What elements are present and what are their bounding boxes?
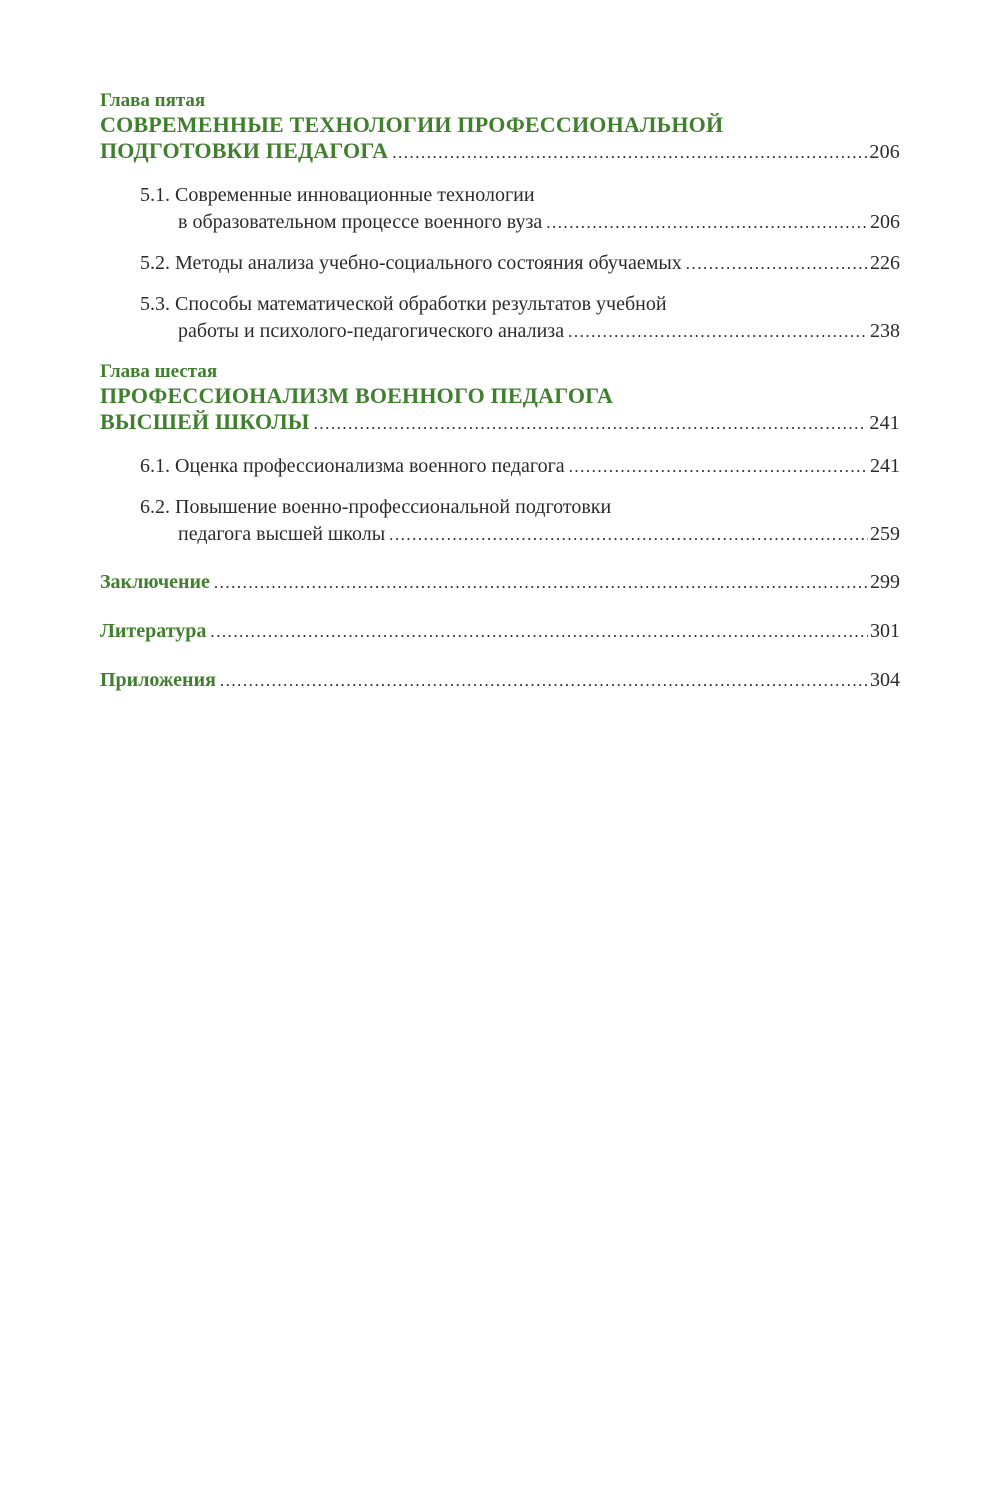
leader-dots bbox=[389, 521, 868, 548]
section-title-line-1: 5.1. Современные инновационные технологии bbox=[140, 184, 535, 206]
toc-section[interactable] bbox=[100, 494, 900, 548]
page-number: 299 bbox=[870, 571, 900, 593]
section-title-line-2: в образовательном процессе военного вуза bbox=[178, 211, 543, 233]
chapter-title-line-1: СОВРЕМЕННЫЕ ТЕХНОЛОГИИ ПРОФЕССИОНАЛЬНОЙ bbox=[100, 112, 724, 137]
section-title-line-1: 6.2. Повышение военно-профессиональной подготовки bbox=[140, 496, 612, 518]
section-title-line-1: 5.3. Способы математической обработки результатов учебной bbox=[140, 293, 667, 315]
toc-section[interactable] bbox=[100, 453, 900, 480]
page-number: 241 bbox=[870, 455, 900, 477]
section-title-line-2: педагога высшей школы bbox=[178, 523, 386, 545]
page-number: 226 bbox=[870, 252, 900, 274]
toc-section[interactable] bbox=[100, 182, 900, 236]
chapter-title-line-2: ПОДГОТОВКИ ПЕДАГОГА bbox=[100, 138, 389, 163]
page-number: 304 bbox=[870, 669, 900, 691]
page-number: 206 bbox=[870, 211, 900, 233]
page-number: 241 bbox=[869, 412, 900, 434]
table-of-contents bbox=[100, 90, 900, 695]
toc-entry-appendices[interactable] bbox=[100, 666, 900, 695]
toc-entry-literature[interactable] bbox=[100, 617, 900, 646]
leader-dots bbox=[546, 209, 868, 236]
chapter-5 bbox=[100, 90, 900, 345]
leader-dots bbox=[220, 667, 868, 695]
entry-title: Литература bbox=[100, 620, 207, 642]
entry-title: Приложения bbox=[100, 669, 216, 691]
chapter-title-line-2: ВЫСШЕЙ ШКОЛЫ bbox=[100, 409, 310, 434]
toc-entry-conclusion[interactable] bbox=[100, 568, 900, 597]
chapter-title-row[interactable] bbox=[100, 138, 900, 166]
section-title-line-2: работы и психолого-педагогического анализа bbox=[178, 320, 565, 342]
toc-section[interactable] bbox=[100, 250, 900, 277]
toc-section[interactable] bbox=[100, 291, 900, 345]
page-number: 259 bbox=[870, 523, 900, 545]
leader-dots bbox=[568, 318, 868, 345]
section-title: 5.2. Методы анализа учебно-социального состояния обучаемых bbox=[140, 252, 682, 274]
leader-dots bbox=[686, 250, 868, 277]
page-number: 301 bbox=[870, 620, 900, 642]
page-number: 206 bbox=[869, 141, 900, 163]
chapter-label: Глава пятая bbox=[100, 90, 206, 111]
chapter-title-row[interactable] bbox=[100, 409, 900, 437]
leader-dots bbox=[569, 453, 868, 480]
leader-dots bbox=[392, 140, 867, 166]
section-title: 6.1. Оценка профессионализма военного педагога bbox=[140, 455, 565, 477]
leader-dots bbox=[314, 411, 868, 437]
chapter-title-line-1: ПРОФЕССИОНАЛИЗМ ВОЕННОГО ПЕДАГОГА bbox=[100, 383, 614, 408]
leader-dots bbox=[210, 618, 868, 646]
entry-title: Заключение bbox=[100, 571, 210, 593]
leader-dots bbox=[214, 569, 868, 597]
chapter-label: Глава шестая bbox=[100, 361, 218, 382]
chapter-6 bbox=[100, 361, 900, 548]
page-number: 238 bbox=[870, 320, 900, 342]
